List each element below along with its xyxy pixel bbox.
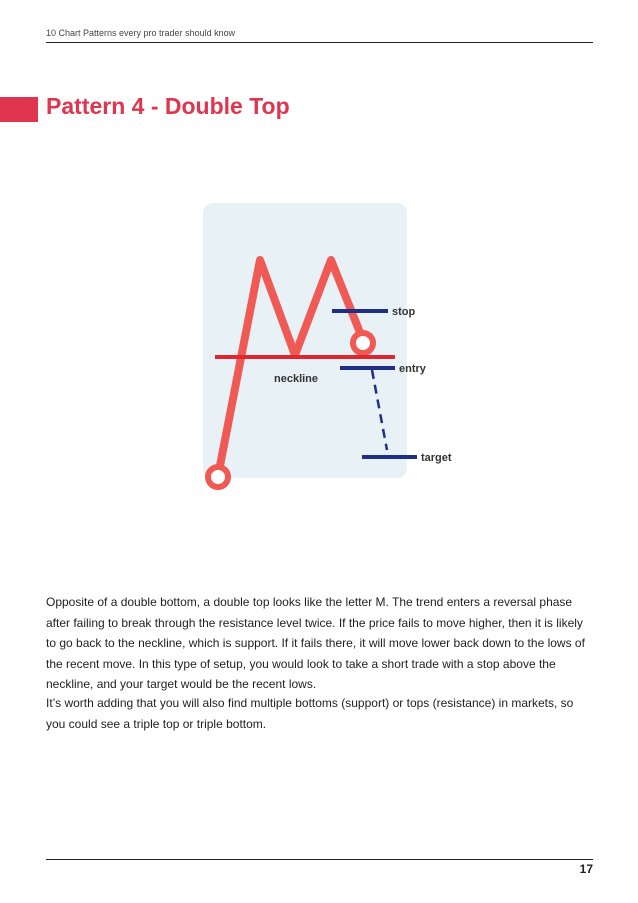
diagram-background (203, 203, 407, 478)
section-title: Pattern 4 - Double Top (46, 93, 290, 119)
body-paragraph-2: It’s worth adding that you will also find multiple bottoms (support) or tops (resistance) in markets, so you could see a triple top or triple bottom. (46, 696, 574, 731)
start-point-marker (208, 467, 228, 487)
footer-divider (46, 859, 593, 860)
section-accent-bar (0, 97, 38, 122)
target-label: target (421, 452, 452, 464)
running-header: 10 Chart Patterns every pro trader should know (46, 28, 236, 38)
page-number: 17 (579, 862, 593, 876)
neckline-label: neckline (274, 373, 319, 385)
header-divider (46, 42, 593, 43)
double-top-diagram (195, 198, 465, 498)
body-paragraph-1: Opposite of a double bottom, a double top looks like the letter M. The trend enters a reversal phase after failing to break through the resistance level twice. If the price fails to move higher, then it is likely to go back to the neckline, which is support. If it fails there, it will move lower back down to the lows of the recent move. In this type of setup, you would look to take a short trade with a stop above the neckline, and your target would be the recent lows. (46, 595, 585, 691)
stop-label: stop (392, 306, 416, 318)
entry-label: entry (399, 363, 426, 375)
breakdown-point-marker (353, 333, 373, 353)
